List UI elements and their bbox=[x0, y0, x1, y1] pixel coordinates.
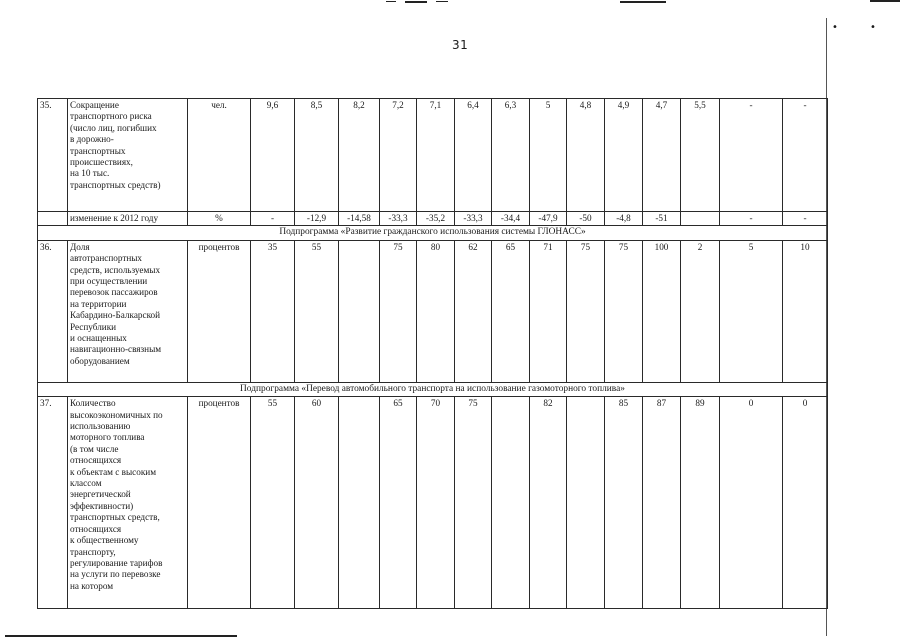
unit-cell: процентов bbox=[188, 397, 251, 609]
value-cell: 71 bbox=[530, 240, 567, 382]
indicator-name bbox=[68, 99, 188, 212]
value-cell: -33,3 bbox=[455, 212, 492, 226]
indicator-name-line: транспортных средств) bbox=[70, 179, 161, 190]
value-cell: 7,2 bbox=[380, 99, 417, 212]
value-cell: 75 bbox=[455, 397, 492, 609]
row-number: 36. bbox=[38, 240, 68, 382]
indicator-name-line: средств, используемых bbox=[70, 264, 161, 275]
indicator-name bbox=[68, 397, 188, 609]
value-cell: -47,9 bbox=[530, 212, 567, 226]
value-cell: 70 bbox=[417, 397, 455, 609]
value-cell: 4,9 bbox=[605, 99, 643, 212]
value-cell: 5,5 bbox=[681, 99, 720, 212]
scan-mark-top-5 bbox=[870, 0, 900, 2]
value-cell: 87 bbox=[643, 397, 681, 609]
indicators-table bbox=[37, 98, 828, 609]
indicator-name-line: при осуществлении bbox=[70, 276, 148, 287]
row-number: 37. bbox=[38, 397, 68, 609]
indicator-name-line: регулирование тарифов bbox=[70, 557, 163, 568]
value-cell: 8,5 bbox=[295, 99, 339, 212]
indicator-name-line: оборудованием bbox=[70, 355, 130, 366]
indicator-name-line: транспортного риска bbox=[70, 111, 152, 122]
section-title: Подпрограмма «Развитие гражданского использования системы ГЛОНАСС» bbox=[38, 226, 828, 240]
value-cell: 65 bbox=[380, 397, 417, 609]
value-cell: 9,6 bbox=[251, 99, 295, 212]
indicator-name-line: происшествиях, bbox=[70, 157, 133, 168]
row-number bbox=[38, 212, 68, 226]
page-number: 31 bbox=[452, 38, 469, 52]
indicator-name-line: Доля bbox=[70, 241, 90, 252]
indicator-name-line: использованию bbox=[70, 421, 131, 432]
section-row bbox=[38, 382, 828, 396]
value-cell: 55 bbox=[295, 240, 339, 382]
value-cell: -14,58 bbox=[339, 212, 380, 226]
value-cell: 0 bbox=[783, 397, 828, 609]
value-cell: 75 bbox=[567, 240, 605, 382]
indicator-name-line: на услуги по перевозке bbox=[70, 569, 161, 580]
indicator-name-line: транспорту, bbox=[70, 546, 116, 557]
indicator-name-line: на котором bbox=[70, 580, 114, 591]
value-cell: 82 bbox=[530, 397, 567, 609]
section-title: Подпрограмма «Перевод автомобильного транспорта на использование газомоторного топлива» bbox=[38, 382, 828, 396]
indicator-name-line: и оснащенных bbox=[70, 333, 127, 344]
indicator-name-line: энергетической bbox=[70, 489, 131, 500]
indicator-name-line: к объектам с высоким bbox=[70, 466, 157, 477]
table-row bbox=[38, 397, 828, 609]
value-cell: 100 bbox=[643, 240, 681, 382]
indicator-name-line: на 10 тыс. bbox=[70, 168, 110, 179]
scan-dot-2: • bbox=[870, 22, 876, 33]
value-cell: 85 bbox=[605, 397, 643, 609]
value-cell: 35 bbox=[251, 240, 295, 382]
scan-mark-top-2 bbox=[405, 1, 427, 3]
value-cell: 75 bbox=[380, 240, 417, 382]
value-cell: 5 bbox=[720, 240, 783, 382]
value-cell: 60 bbox=[295, 397, 339, 609]
indicator-name-line: транспортных средств, bbox=[70, 512, 160, 523]
value-cell: 7,1 bbox=[417, 99, 455, 212]
value-cell: 4,8 bbox=[567, 99, 605, 212]
indicator-name bbox=[68, 240, 188, 382]
value-cell: -50 bbox=[567, 212, 605, 226]
value-cell bbox=[339, 397, 380, 609]
table-row bbox=[38, 99, 828, 212]
table-row bbox=[38, 212, 828, 226]
value-cell: 55 bbox=[251, 397, 295, 609]
indicator-name-line: Количество bbox=[70, 398, 116, 409]
value-cell: 2 bbox=[681, 240, 720, 382]
value-cell: - bbox=[720, 99, 783, 212]
indicator-name-line: (в том числе bbox=[70, 443, 119, 454]
value-cell: 5 bbox=[530, 99, 567, 212]
indicator-name-line: моторного топлива bbox=[70, 432, 145, 443]
indicator-name-line: (число лиц, погибших bbox=[70, 122, 157, 133]
indicator-name-line: транспортных bbox=[70, 145, 126, 156]
value-cell: 4,7 bbox=[643, 99, 681, 212]
value-cell bbox=[681, 212, 720, 226]
value-cell bbox=[492, 397, 530, 609]
unit-cell: чел. bbox=[188, 99, 251, 212]
indicator-name-line: Республики bbox=[70, 321, 117, 332]
indicator-name-line: к общественному bbox=[70, 535, 139, 546]
value-cell: -35,2 bbox=[417, 212, 455, 226]
indicator-name-line: перевозок пассажиров bbox=[70, 287, 158, 298]
indicator-name bbox=[68, 212, 188, 226]
value-cell: -51 bbox=[643, 212, 681, 226]
unit-cell: % bbox=[188, 212, 251, 226]
indicator-name-line: высокоэкономичных по bbox=[70, 409, 163, 420]
indicator-name-line: относящихся bbox=[70, 523, 122, 534]
value-cell: - bbox=[251, 212, 295, 226]
value-cell: - bbox=[783, 212, 828, 226]
indicator-name-line: относящихся bbox=[70, 455, 122, 466]
scan-dot-1: • bbox=[832, 22, 838, 33]
row-number: 35. bbox=[38, 99, 68, 212]
indicator-name-line: классом bbox=[70, 478, 102, 489]
indicator-name-line: навигационно-связным bbox=[70, 344, 162, 355]
indicator-name-line: Сокращение bbox=[70, 100, 119, 110]
value-cell: 75 bbox=[605, 240, 643, 382]
value-cell: -34,4 bbox=[492, 212, 530, 226]
value-cell: 6,4 bbox=[455, 99, 492, 212]
indicator-name-line: изменение к 2012 году bbox=[70, 213, 159, 223]
scan-mark-top-3 bbox=[436, 1, 448, 2]
indicator-name-line: Кабардино-Балкарской bbox=[70, 310, 161, 321]
value-cell: 0 bbox=[720, 397, 783, 609]
table-row bbox=[38, 240, 828, 382]
value-cell: - bbox=[783, 99, 828, 212]
indicator-name-line: в дорожно- bbox=[70, 134, 114, 145]
value-cell: -12,9 bbox=[295, 212, 339, 226]
value-cell: -33,3 bbox=[380, 212, 417, 226]
value-cell bbox=[567, 397, 605, 609]
value-cell: 89 bbox=[681, 397, 720, 609]
section-row bbox=[38, 226, 828, 240]
value-cell: 6,3 bbox=[492, 99, 530, 212]
indicator-name-line: на территории bbox=[70, 298, 127, 309]
value-cell: 65 bbox=[492, 240, 530, 382]
scan-mark-top-4 bbox=[620, 1, 666, 3]
indicator-name-line: эффективности) bbox=[70, 500, 134, 511]
value-cell: 80 bbox=[417, 240, 455, 382]
value-cell bbox=[339, 240, 380, 382]
value-cell: 10 bbox=[783, 240, 828, 382]
value-cell: - bbox=[720, 212, 783, 226]
scan-bottom-line bbox=[5, 635, 237, 637]
value-cell: 62 bbox=[455, 240, 492, 382]
value-cell: -4,8 bbox=[605, 212, 643, 226]
scan-mark-top-1 bbox=[386, 1, 396, 2]
indicator-name-line: автотранспортных bbox=[70, 253, 143, 264]
unit-cell: процентов bbox=[188, 240, 251, 382]
value-cell: 8,2 bbox=[339, 99, 380, 212]
